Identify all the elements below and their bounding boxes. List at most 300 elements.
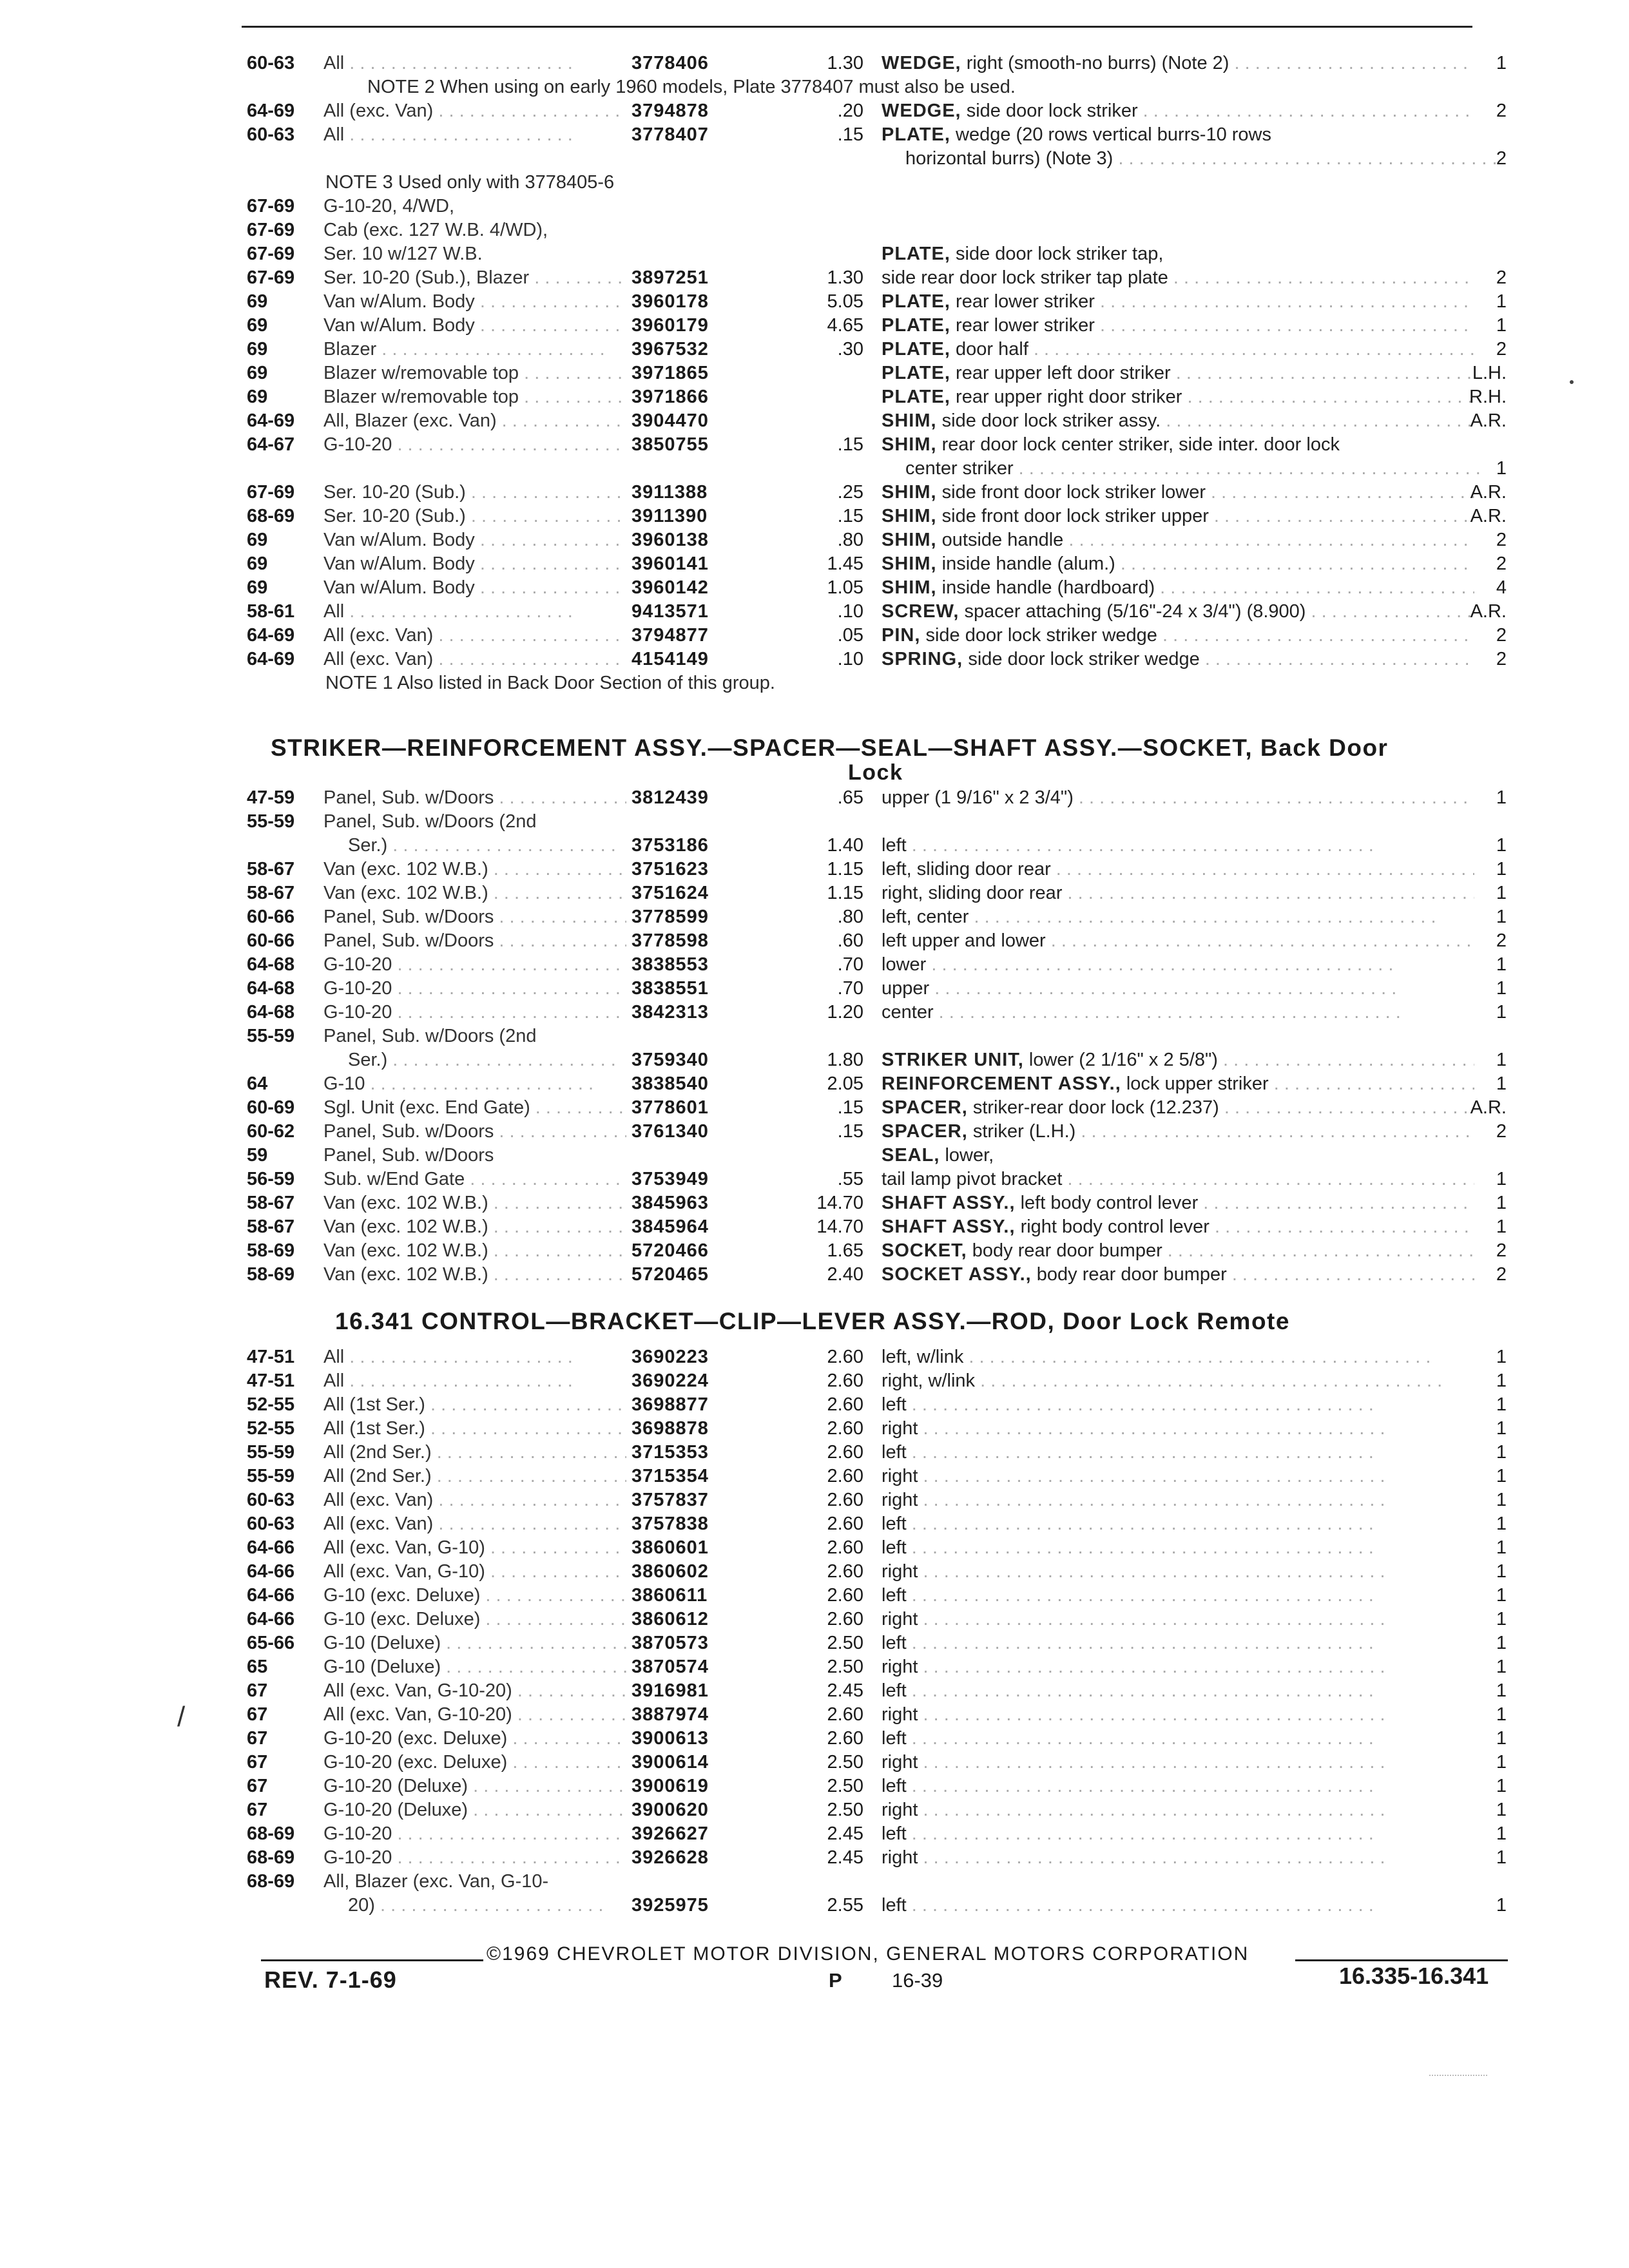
list-price: 2.60 xyxy=(827,1418,863,1439)
part-detail: upper (1 9/16" x 2 3/4") xyxy=(882,787,1074,808)
part-description xyxy=(882,1240,1474,1262)
list-price: .05 xyxy=(837,625,863,646)
part-row xyxy=(0,363,1629,387)
part-row xyxy=(0,1394,1629,1418)
model-years: 55-59 xyxy=(247,1466,295,1486)
model-application: Van (exc. 102 W.B.) . . . xyxy=(323,1240,626,1262)
part-description xyxy=(882,363,1474,384)
list-price: 2.60 xyxy=(827,1728,863,1749)
model-years: 65 xyxy=(247,1657,268,1677)
model-years: 64-68 xyxy=(247,954,295,975)
quantity: 1 xyxy=(1496,859,1507,879)
quantity: 1 xyxy=(1496,954,1507,975)
part-detail: body rear door bumper xyxy=(1036,1264,1227,1285)
part-description xyxy=(882,1704,1474,1725)
part-row xyxy=(0,1680,1629,1704)
model-application: Ser. 10-20 (Sub.), Blazer . . . xyxy=(323,267,626,289)
quantity: 1 xyxy=(1496,1680,1507,1701)
part-row xyxy=(0,458,1629,482)
part-row xyxy=(0,1073,1629,1097)
model-application: Panel, Sub. w/Doors . . . xyxy=(323,930,626,952)
part-noun: SOCKET ASSY., xyxy=(882,1264,1032,1285)
model-years: 64-67 xyxy=(247,434,295,455)
quantity: 2 xyxy=(1496,148,1507,169)
part-detail: left xyxy=(882,1585,907,1606)
part-number: 3925975 xyxy=(631,1895,709,1916)
part-detail: lower xyxy=(882,954,927,975)
part-detail: center xyxy=(882,1002,934,1023)
list-price: .65 xyxy=(837,787,863,808)
part-description xyxy=(882,1145,1474,1166)
part-detail: horizontal burrs) (Note 3) xyxy=(905,148,1113,169)
list-price: 2.50 xyxy=(827,1633,863,1653)
model-application: All (exc. Van, G-10) . . . xyxy=(323,1537,626,1559)
top-rule xyxy=(242,26,1472,28)
quantity: 1 xyxy=(1496,1216,1507,1237)
part-detail: right (smooth-no burrs) (Note 2) xyxy=(966,53,1229,73)
list-price: 14.70 xyxy=(816,1216,863,1237)
part-row xyxy=(0,601,1629,625)
part-number: 3812439 xyxy=(631,787,709,808)
part-row xyxy=(0,1895,1629,1919)
part-detail: right body control lever xyxy=(1020,1216,1210,1237)
part-description xyxy=(882,978,1474,999)
list-price: 1.20 xyxy=(827,1002,863,1023)
model-years: 69 xyxy=(247,387,268,407)
model-application: Van (exc. 102 W.B.) . . . xyxy=(323,883,626,904)
part-row xyxy=(0,339,1629,363)
model-application: Sub. w/End Gate . . . xyxy=(323,1169,626,1190)
part-description xyxy=(882,1097,1474,1119)
part-number: 3900619 xyxy=(631,1776,709,1796)
part-description xyxy=(882,1442,1474,1463)
part-description xyxy=(882,482,1474,503)
list-price: 2.60 xyxy=(827,1394,863,1415)
part-row xyxy=(0,315,1629,339)
list-price: .70 xyxy=(837,978,863,999)
part-number: 3911388 xyxy=(631,482,708,503)
part-detail: left, center xyxy=(882,907,969,927)
part-number: 3838553 xyxy=(631,954,709,975)
part-row xyxy=(0,506,1629,530)
model-years: 58-61 xyxy=(247,601,295,622)
part-number: 3971865 xyxy=(631,363,709,383)
part-description xyxy=(882,1609,1474,1630)
quantity: 1 xyxy=(1496,835,1507,856)
part-description xyxy=(882,1728,1474,1749)
part-number: 3715353 xyxy=(631,1442,709,1463)
model-years: 55-59 xyxy=(247,811,295,832)
list-price: .10 xyxy=(837,601,863,622)
part-description xyxy=(882,1121,1474,1142)
part-detail: rear upper left door striker xyxy=(956,363,1171,383)
part-number: 5720465 xyxy=(631,1264,709,1285)
model-years: 64-69 xyxy=(247,625,295,646)
part-row xyxy=(0,1442,1629,1466)
part-row xyxy=(0,1264,1629,1288)
part-number: 3845963 xyxy=(631,1193,709,1213)
note-text: NOTE 1 Also listed in Back Door Section of this group. xyxy=(325,673,775,693)
part-detail: left xyxy=(882,1728,907,1749)
part-noun: SPACER, xyxy=(882,1097,968,1118)
part-description xyxy=(882,315,1474,336)
list-price: 2.60 xyxy=(827,1537,863,1558)
part-row xyxy=(0,1728,1629,1752)
quantity: 1 xyxy=(1496,1752,1507,1773)
part-detail: striker (L.H.) xyxy=(972,1121,1076,1142)
part-number: 3778406 xyxy=(631,53,709,73)
quantity: 2 xyxy=(1496,1240,1507,1261)
quantity: 1 xyxy=(1496,1193,1507,1213)
model-application: Ser.) . . . xyxy=(348,835,651,856)
list-price: 2.45 xyxy=(827,1680,863,1701)
model-application: G-10 . . . xyxy=(323,1073,626,1095)
model-application: G-10-20 (exc. Deluxe) . . . xyxy=(323,1752,626,1773)
part-detail: right xyxy=(882,1418,918,1439)
list-price: .15 xyxy=(837,1121,863,1142)
scan-dot xyxy=(1570,380,1574,384)
part-description xyxy=(882,1216,1474,1238)
part-description xyxy=(882,1823,1474,1845)
model-application: Panel, Sub. w/Doors . . . xyxy=(323,1121,626,1142)
part-number: 4154149 xyxy=(631,649,709,669)
part-description xyxy=(882,1776,1474,1797)
list-price: 2.60 xyxy=(827,1514,863,1534)
model-application: All (exc. Van) . . . xyxy=(323,101,626,122)
part-row xyxy=(0,101,1629,124)
part-number: 3757837 xyxy=(631,1490,709,1510)
model-years: 52-55 xyxy=(247,1418,295,1439)
model-years: 69 xyxy=(247,315,268,336)
model-application: All (exc. Van, G-10) . . . xyxy=(323,1561,626,1582)
part-detail: rear upper right door striker xyxy=(956,387,1182,407)
model-years: 64-69 xyxy=(247,101,295,121)
part-noun: PLATE, xyxy=(882,291,950,312)
quantity: 1 xyxy=(1496,1370,1507,1391)
part-number: 3759340 xyxy=(631,1050,709,1070)
part-description xyxy=(882,601,1474,622)
quantity: A.R. xyxy=(1470,1097,1507,1118)
part-detail: right xyxy=(882,1752,918,1773)
part-number: 3926628 xyxy=(631,1847,709,1868)
quantity: 1 xyxy=(1496,1442,1507,1463)
part-detail: left xyxy=(882,1776,907,1796)
part-description xyxy=(882,124,1474,146)
quantity: 1 xyxy=(1496,1537,1507,1558)
part-row xyxy=(0,1097,1629,1121)
part-number: 3960142 xyxy=(631,577,709,598)
part-detail: lower, xyxy=(945,1145,994,1166)
model-application: All, Blazer (exc. Van) . . . xyxy=(323,410,626,432)
part-detail: body rear door bumper xyxy=(972,1240,1162,1261)
list-price: 2.45 xyxy=(827,1847,863,1868)
list-price: 1.05 xyxy=(827,577,863,598)
model-application: Van (exc. 102 W.B.) . . . xyxy=(323,859,626,880)
model-years: 60-62 xyxy=(247,1121,295,1142)
part-number: 3778599 xyxy=(631,907,709,927)
part-detail: spacer attaching (5/16"-24 x 3/4") (8.900) xyxy=(964,601,1306,622)
part-row xyxy=(0,1370,1629,1394)
part-number: 3778407 xyxy=(631,124,709,145)
model-application: Van w/Alum. Body . . . xyxy=(323,530,626,551)
part-row xyxy=(0,1847,1629,1871)
quantity: 1 xyxy=(1496,1609,1507,1629)
footer-page-number: 16-39 xyxy=(892,1969,943,1992)
model-application: Blazer . . . xyxy=(323,339,626,360)
model-application: Van (exc. 102 W.B.) . . . xyxy=(323,1264,626,1285)
quantity: 1 xyxy=(1496,978,1507,999)
part-noun: WEDGE, xyxy=(882,101,961,121)
quantity: L.H. xyxy=(1472,363,1507,383)
model-application: Panel, Sub. w/Doors xyxy=(323,1145,494,1166)
model-application: All . . . xyxy=(323,1370,626,1392)
model-application: Cab (exc. 127 W.B. 4/WD), xyxy=(323,220,548,240)
part-detail: side door lock striker wedge xyxy=(925,625,1157,646)
list-price: 2.05 xyxy=(827,1073,863,1094)
quantity: 1 xyxy=(1496,1466,1507,1486)
model-years: 67-69 xyxy=(247,267,295,288)
part-noun: PLATE, xyxy=(882,315,950,336)
model-application: G-10 (Deluxe) . . . xyxy=(323,1657,626,1678)
list-price: 2.40 xyxy=(827,1264,863,1285)
margin-pencil-mark: / xyxy=(177,1701,186,1733)
part-description xyxy=(882,244,1474,265)
model-years: 69 xyxy=(247,339,268,360)
footer-page-letter: P xyxy=(829,1969,842,1992)
part-detail: center striker xyxy=(905,458,1014,479)
list-price: 2.60 xyxy=(827,1490,863,1510)
model-application: Van w/Alum. Body . . . xyxy=(323,553,626,575)
quantity: 1 xyxy=(1496,1514,1507,1534)
list-price: 1.40 xyxy=(827,835,863,856)
part-description xyxy=(882,410,1474,432)
part-description xyxy=(882,434,1474,456)
part-row xyxy=(0,1466,1629,1490)
model-application: Van (exc. 102 W.B.) . . . xyxy=(323,1216,626,1238)
part-row xyxy=(0,1193,1629,1216)
model-years: 69 xyxy=(247,530,268,550)
part-noun: SHAFT ASSY., xyxy=(882,1193,1016,1213)
part-row xyxy=(0,787,1629,811)
list-price: 2.60 xyxy=(827,1585,863,1606)
model-years: 67 xyxy=(247,1728,268,1749)
list-price: .60 xyxy=(837,930,863,951)
part-row xyxy=(0,1609,1629,1633)
part-row xyxy=(0,954,1629,978)
part-detail: left upper and lower xyxy=(882,930,1046,951)
list-price: .15 xyxy=(837,434,863,455)
model-application: All (1st Ser.) . . . xyxy=(323,1394,626,1416)
model-application: Ser. 10-20 (Sub.) . . . xyxy=(323,506,626,527)
model-years: 67 xyxy=(247,1752,268,1773)
list-price: .15 xyxy=(837,1097,863,1118)
list-price: .10 xyxy=(837,649,863,669)
part-row xyxy=(0,859,1629,883)
part-description xyxy=(882,1073,1474,1095)
part-noun: SHIM, xyxy=(882,482,937,503)
part-detail: lower (2 1/16" x 2 5/8") xyxy=(1028,1050,1218,1070)
part-number: 3926627 xyxy=(631,1823,709,1844)
part-description xyxy=(882,553,1474,575)
part-number: 3971866 xyxy=(631,387,709,407)
part-detail: side front door lock striker lower xyxy=(941,482,1206,503)
part-noun: STRIKER UNIT, xyxy=(882,1050,1024,1070)
part-detail: inside handle (hardboard) xyxy=(941,577,1155,598)
part-description xyxy=(882,883,1474,904)
quantity: 1 xyxy=(1496,291,1507,312)
part-number: 3838551 xyxy=(631,978,709,999)
part-detail: side rear door lock striker tap plate xyxy=(882,267,1168,288)
model-application: All (exc. Van) . . . xyxy=(323,649,626,670)
list-price: 2.50 xyxy=(827,1800,863,1820)
quantity: 1 xyxy=(1496,787,1507,808)
model-years: 58-69 xyxy=(247,1240,295,1261)
part-noun: PLATE, xyxy=(882,339,950,360)
model-years: 64 xyxy=(247,1073,268,1094)
list-price: 1.15 xyxy=(827,859,863,879)
part-number: 3860612 xyxy=(631,1609,709,1629)
part-number: 3698878 xyxy=(631,1418,709,1439)
model-years: 64-66 xyxy=(247,1561,295,1582)
part-detail: inside handle (alum.) xyxy=(941,553,1115,574)
part-noun: SEAL, xyxy=(882,1145,940,1166)
part-number: 3778601 xyxy=(631,1097,709,1118)
part-noun: PLATE, xyxy=(882,244,950,264)
model-years: 69 xyxy=(247,363,268,383)
model-application: Panel, Sub. w/Doors (2nd xyxy=(323,1026,537,1046)
part-row xyxy=(0,1240,1629,1264)
scan-artifact xyxy=(1429,2075,1487,2076)
part-row xyxy=(0,1418,1629,1442)
model-application: All . . . xyxy=(323,1347,626,1368)
part-number: 5720466 xyxy=(631,1240,709,1261)
part-noun: REINFORCEMENT ASSY., xyxy=(882,1073,1121,1094)
part-row xyxy=(0,1657,1629,1680)
model-application: G-10-20 . . . xyxy=(323,1002,626,1023)
part-row xyxy=(0,482,1629,506)
part-row xyxy=(0,291,1629,315)
part-description xyxy=(882,1585,1474,1606)
model-application: G-10 (exc. Deluxe) . . . xyxy=(323,1609,626,1630)
part-row xyxy=(0,1169,1629,1193)
model-application: G-10-20 . . . xyxy=(323,1823,626,1845)
part-row xyxy=(0,907,1629,930)
quantity: 1 xyxy=(1496,1073,1507,1094)
part-number: 3860611 xyxy=(631,1585,708,1606)
part-noun: PLATE, xyxy=(882,124,950,145)
model-years: 68-69 xyxy=(247,1871,295,1892)
part-description xyxy=(882,1514,1474,1535)
model-application: Van w/Alum. Body . . . xyxy=(323,577,626,599)
quantity: 1 xyxy=(1496,458,1507,479)
model-application: Panel, Sub. w/Doors . . . xyxy=(323,907,626,928)
list-price: .70 xyxy=(837,954,863,975)
part-detail: left xyxy=(882,835,907,856)
part-row xyxy=(0,835,1629,859)
part-row xyxy=(0,530,1629,553)
part-detail: left, sliding door rear xyxy=(882,859,1051,879)
quantity: 1 xyxy=(1496,1394,1507,1415)
part-description xyxy=(882,649,1474,670)
part-description xyxy=(882,1752,1474,1773)
list-price: 14.70 xyxy=(816,1193,863,1213)
model-years: 67 xyxy=(247,1704,268,1725)
part-noun: PIN, xyxy=(882,625,921,646)
part-number: 3794878 xyxy=(631,101,709,121)
model-years: 47-59 xyxy=(247,787,295,808)
model-years: 52-55 xyxy=(247,1394,295,1415)
model-years: 55-59 xyxy=(247,1026,295,1046)
model-application: Van w/Alum. Body . . . xyxy=(323,315,626,336)
model-years: 47-51 xyxy=(247,1370,295,1391)
part-row xyxy=(0,1585,1629,1609)
part-number: 3967532 xyxy=(631,339,709,360)
model-application: All, Blazer (exc. Van, G-10- xyxy=(323,1871,549,1892)
list-price: 1.45 xyxy=(827,553,863,574)
part-row xyxy=(0,1026,1629,1050)
model-years: 60-66 xyxy=(247,907,295,927)
quantity: 2 xyxy=(1496,625,1507,646)
part-number: 3753186 xyxy=(631,835,709,856)
part-row xyxy=(0,1800,1629,1823)
part-detail: right xyxy=(882,1466,918,1486)
part-row xyxy=(0,1871,1629,1895)
part-description xyxy=(882,577,1474,599)
part-description xyxy=(882,625,1474,646)
quantity: 1 xyxy=(1496,1002,1507,1023)
model-years: 60-63 xyxy=(247,53,295,73)
part-number: 3960179 xyxy=(631,315,709,336)
list-price: 2.50 xyxy=(827,1657,863,1677)
part-detail: right, sliding door rear xyxy=(882,883,1063,903)
part-row xyxy=(0,553,1629,577)
model-application: All . . . xyxy=(323,124,626,146)
part-number: 3842313 xyxy=(631,1002,709,1023)
model-years: 64-66 xyxy=(247,1609,295,1629)
part-description xyxy=(882,1394,1474,1416)
part-row xyxy=(0,1002,1629,1026)
part-row xyxy=(0,1050,1629,1073)
part-description xyxy=(882,930,1474,952)
quantity: 1 xyxy=(1496,1657,1507,1677)
part-description xyxy=(882,954,1474,975)
list-price: 2.50 xyxy=(827,1776,863,1796)
part-detail: left xyxy=(882,1680,907,1701)
model-years: 68-69 xyxy=(247,1823,295,1844)
part-row xyxy=(0,267,1629,291)
model-years: 65-66 xyxy=(247,1633,295,1653)
part-detail: rear lower striker xyxy=(956,291,1095,312)
quantity: 1 xyxy=(1496,1823,1507,1844)
part-detail: right xyxy=(882,1657,918,1677)
model-years: 67 xyxy=(247,1776,268,1796)
part-number: 3870574 xyxy=(631,1657,709,1677)
model-years: 64-69 xyxy=(247,649,295,669)
model-years: 58-67 xyxy=(247,1193,295,1213)
quantity: 1 xyxy=(1496,1169,1507,1189)
part-noun: SPACER, xyxy=(882,1121,968,1142)
part-description xyxy=(882,387,1474,408)
part-number: 3751623 xyxy=(631,859,709,879)
part-description xyxy=(882,530,1474,551)
list-price: 2.55 xyxy=(827,1895,863,1916)
list-price: 1.80 xyxy=(827,1050,863,1070)
quantity: 2 xyxy=(1496,1121,1507,1142)
model-years: 69 xyxy=(247,291,268,312)
model-years: 58-69 xyxy=(247,1264,295,1285)
quantity: 2 xyxy=(1496,930,1507,951)
part-detail: left body control lever xyxy=(1020,1193,1199,1213)
